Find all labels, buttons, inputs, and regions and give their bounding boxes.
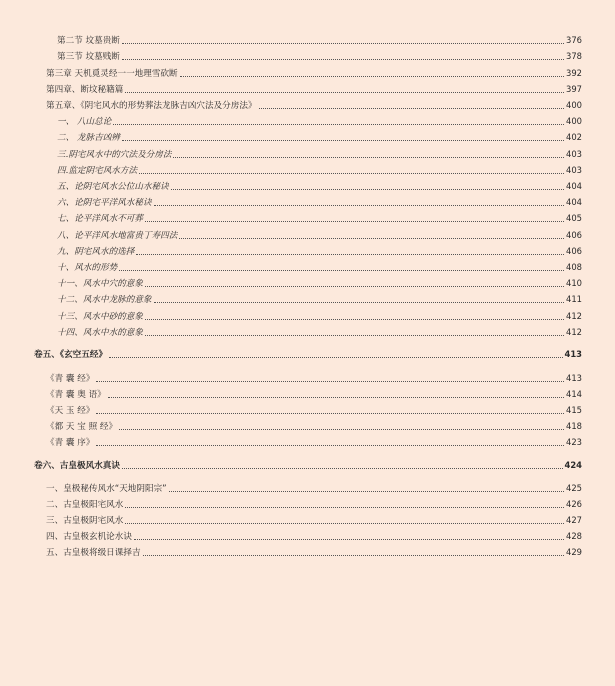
toc-entry[interactable] — [46, 67, 582, 79]
dot-leader — [145, 335, 564, 336]
toc-entry[interactable] — [57, 180, 582, 192]
dot-leader — [180, 76, 564, 77]
toc-entry-page: 415 — [566, 405, 582, 415]
toc-entry-page: 403 — [566, 165, 582, 175]
toc-entry[interactable] — [57, 277, 582, 289]
toc-entry-page: 408 — [566, 262, 582, 272]
toc-entry-page: 378 — [566, 51, 582, 61]
toc-entry[interactable] — [46, 482, 582, 494]
toc-entry-page: 411 — [566, 294, 582, 304]
dot-leader — [173, 157, 564, 158]
toc-entry-page: 400 — [566, 100, 582, 110]
toc-entry-title: 二、古皇极阳宅风水 — [46, 500, 124, 510]
toc-entry[interactable] — [57, 261, 582, 273]
dot-leader — [96, 381, 564, 382]
toc-entry[interactable] — [46, 436, 582, 448]
toc-entry-title: 一、 八山总论 — [57, 117, 112, 127]
toc-entry-title: 十一、风水中穴的意象 — [57, 279, 143, 289]
dot-leader — [122, 140, 564, 141]
dot-leader — [154, 205, 564, 206]
dot-leader — [96, 445, 564, 446]
toc-entry-title: 《青 囊 经》 — [46, 374, 95, 384]
toc-entry-page: 404 — [566, 181, 582, 191]
toc-entry[interactable] — [46, 546, 582, 558]
dot-leader — [171, 189, 564, 190]
toc-entry[interactable] — [57, 293, 582, 305]
toc-entry[interactable] — [46, 498, 582, 510]
volume-page: 413 — [564, 349, 582, 359]
dot-leader — [143, 555, 564, 556]
dot-leader — [125, 92, 564, 93]
toc-entry-title: 十、风水的形势 — [57, 263, 118, 273]
toc-entry[interactable] — [46, 388, 582, 400]
toc-entry[interactable] — [46, 514, 582, 526]
toc-entry-title: 四.监定阴宅风水方法 — [57, 166, 138, 176]
toc-entry-page: 406 — [566, 246, 582, 256]
toc-entry[interactable] — [57, 148, 582, 160]
toc-entry-title: 十三、风水中砂的意象 — [57, 312, 143, 322]
dot-leader — [259, 108, 564, 109]
toc-entry-title: 八、论平洋风水地富贵丁寿四法 — [57, 231, 178, 241]
toc-entry-title: 第五章、《阴宅风水的形势葬法龙脉吉凶穴法及分房法》 — [46, 101, 257, 111]
toc-entry-title: 一、皇极秘传风水“天地阴阳宗” — [46, 484, 167, 494]
dot-leader — [122, 43, 564, 44]
toc-entry-title: 十二、风水中龙脉的意象 — [57, 295, 152, 305]
toc-entry-title: 《都 天 宝 照 经》 — [46, 422, 118, 432]
toc-entry-page: 410 — [566, 278, 582, 288]
toc-entry[interactable] — [57, 34, 582, 46]
toc-entry-page: 427 — [566, 515, 582, 525]
toc-entry[interactable] — [57, 229, 582, 241]
dot-leader — [119, 270, 564, 271]
toc-entry[interactable] — [57, 196, 582, 208]
dot-leader — [139, 173, 564, 174]
toc-entry-title: 《青 囊 奥 语》 — [46, 390, 106, 400]
dot-leader — [169, 491, 564, 492]
volume-page: 424 — [564, 460, 582, 470]
toc-entry[interactable] — [57, 212, 582, 224]
toc-entry[interactable] — [46, 99, 582, 111]
toc-entry[interactable] — [57, 50, 582, 62]
toc-entry-page: 414 — [566, 389, 582, 399]
toc-entry-title: 十四、风水中水的意象 — [57, 328, 143, 338]
toc-entry-page: 412 — [566, 327, 582, 337]
toc-entry-page: 392 — [566, 68, 582, 78]
dot-leader — [154, 302, 564, 303]
toc-entry-title: 六、论阴宅平洋风水秘诀 — [57, 198, 152, 208]
dot-leader — [109, 357, 562, 358]
toc-entry-page: 406 — [566, 230, 582, 240]
dot-leader — [145, 286, 564, 287]
toc-entry-title: 五、古皇极将级日课择吉 — [46, 548, 141, 558]
dot-leader — [125, 507, 564, 508]
toc-entry-page: 402 — [566, 132, 582, 142]
toc-entry[interactable] — [57, 326, 582, 338]
toc-entry-title: 二、 龙脉吉凶辨 — [57, 133, 120, 143]
dot-leader — [122, 468, 563, 469]
dot-leader — [134, 539, 564, 540]
toc-entry[interactable] — [46, 420, 582, 432]
dot-leader — [136, 254, 564, 255]
volume-title: 卷五、《玄空五经》 — [34, 350, 108, 360]
toc-entry[interactable] — [46, 530, 582, 542]
toc-entry-page: 403 — [566, 149, 582, 159]
toc-entry-page: 412 — [566, 311, 582, 321]
toc-entry-page: 418 — [566, 421, 582, 431]
dot-leader — [145, 319, 564, 320]
toc-entry-page: 400 — [566, 116, 582, 126]
toc-entry-title: 五、论阴宅风水公位山水秘诀 — [57, 182, 169, 192]
dot-leader — [108, 397, 564, 398]
toc-entry[interactable] — [57, 164, 582, 176]
toc-entry[interactable] — [46, 404, 582, 416]
toc-entry-page: 405 — [566, 213, 582, 223]
toc-entry-title: 三.阴宅风水中的穴法及分房法 — [57, 150, 172, 160]
toc-entry-title: 三、古皇极阴宅风水 — [46, 516, 124, 526]
toc-entry-page: 376 — [566, 35, 582, 45]
dot-leader — [145, 221, 564, 222]
toc-entry-page: 428 — [566, 531, 582, 541]
toc-entry-title: 九、阴宅风水的选择 — [57, 247, 135, 257]
dot-leader — [122, 59, 564, 60]
toc-entry-title: 第三节 坟墓贱断 — [57, 52, 120, 62]
toc-entry-title: 第四章、断坟秘籍篇 — [46, 85, 124, 95]
toc-entry-title: 七、论平洋风水不可葬 — [57, 214, 143, 224]
toc-entry-title: 第二节 坟墓贵断 — [57, 36, 120, 46]
toc-entry-page: 423 — [566, 437, 582, 447]
toc-entry[interactable] — [57, 131, 582, 143]
dot-leader — [113, 124, 564, 125]
toc-entry-page: 425 — [566, 483, 582, 493]
toc-entry[interactable] — [57, 310, 582, 322]
toc-entry-title: 《青 囊 序》 — [46, 438, 95, 448]
toc-entry-page: 426 — [566, 499, 582, 509]
toc-entry-title: 《天 玉 经》 — [46, 406, 95, 416]
toc-entry[interactable] — [57, 115, 582, 127]
toc-entry[interactable] — [46, 83, 582, 95]
dot-leader — [96, 413, 564, 414]
toc-entry[interactable] — [46, 372, 582, 384]
dot-leader — [179, 238, 564, 239]
toc-entry-title: 四、古皇极玄机论水诀 — [46, 532, 132, 542]
toc-entry-title: 第三章 天机覓灵经一一地理雪砍断 — [46, 69, 178, 79]
toc-entry[interactable] — [57, 245, 582, 257]
volume-heading[interactable] — [34, 459, 582, 471]
toc-entry-page: 404 — [566, 197, 582, 207]
dot-leader — [119, 429, 564, 430]
dot-leader — [125, 523, 564, 524]
toc-entry-page: 429 — [566, 547, 582, 557]
toc-entry-page: 413 — [566, 373, 582, 383]
toc-entry-page: 397 — [566, 84, 582, 94]
volume-title: 卷六、古皇极风水真诀 — [34, 461, 120, 471]
volume-heading[interactable] — [34, 348, 582, 360]
